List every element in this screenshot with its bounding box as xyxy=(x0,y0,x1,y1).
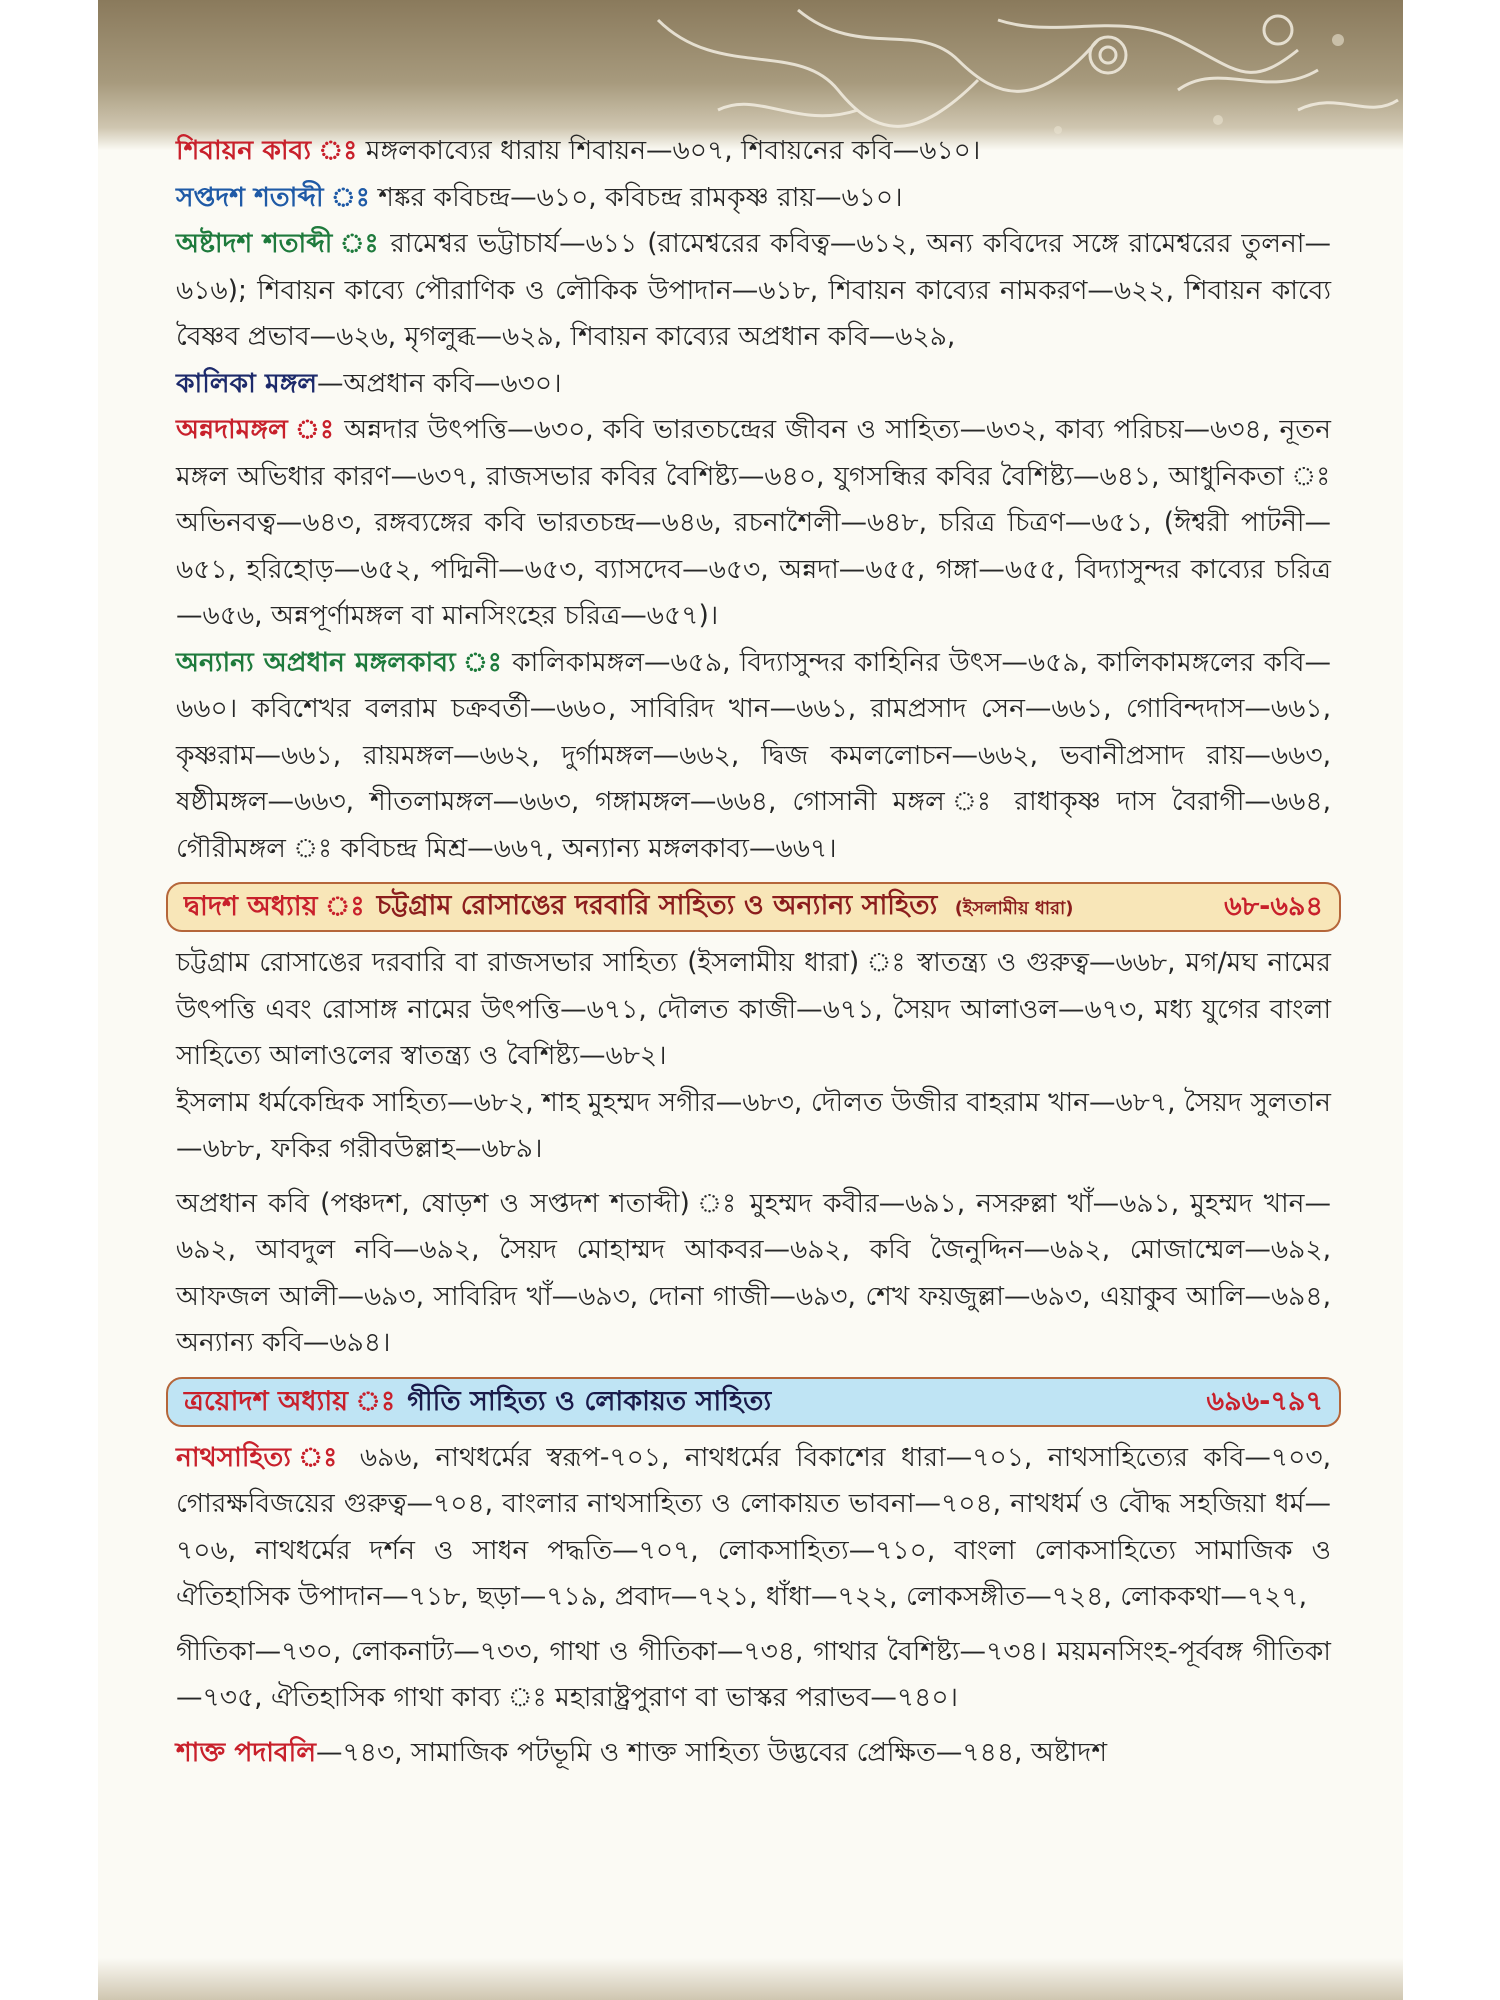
chapter-12-paragraph: অপ্রধান কবি (পঞ্চদশ, ষোড়শ ও সপ্তদশ শতাব্দী) ঃ মুহম্মদ কবীর—৬৯১, নসরুল্লা খাঁ—৬৯১, মুহম্মদ খান—৬৯২, আবদুল নবি—৬৯২, সৈয়দ মোহাম্মদ আকবর—৬৯২, কবি জৈনুদ্দিন—৬৯২, মোজাম্মেল—৬৯২, আফজল আলী—৬৯৩, সাবিরিদ খাঁ—৬৯৩, দোনা গাজী—৬৯৩, শেখ ফয়জুল্লা—৬৯৩, এয়াকুব আলি—৬৯৪, অন্যান্য কবি—৬৯৪। xyxy=(176,1187,1331,1358)
chapter-12-paragraph: ইসলাম ধর্মকেন্দ্রিক সাহিত্য—৬৮২, শাহ মুহম্মদ সগীর—৬৮৩, দৌলত উজীর বাহরাম খান—৬৮৭, সৈয়দ সুলতান—৬৮৮, ফকির গরীবউল্লাহ—৬৮৯। xyxy=(176,1086,1331,1164)
section-text: রামেশ্বর ভট্টাচার্য—৬১১ (রামেশ্বরের কবিত্ব—৬১২, অন্য কবিদের সঙ্গে রামেশ্বরের তুলনা—৬১৬); শিবায়ন কাব্যে পৌরাণিক ও লৌকিক উপাদান—৬১৮, শিবায়ন কাব্যের নামকরণ—৬২২, শিবায়ন কাব্যে বৈষ্ণব প্রভাব—৬২৬, মৃগলুব্ধ—৬২৯, শিবায়ন কাব্যের অপ্রধান কবি—৬২৯, xyxy=(176,228,1331,352)
chapter-page-range: ৬৮-৬৯৪ xyxy=(1224,891,1323,922)
chapter-12-banner xyxy=(166,882,1341,932)
gitika-entry: গীতিকা—৭৩০, লোকনাট্য—৭৩৩, গাথা ও গীতিকা—৭৩৪, গাথার বৈশিষ্ট্য—৭৩৪। ময়মনসিংহ-পূর্ববঙ্গ গীতিকা—৭৩৫, ঐতিহাসিক গাথা কাব্য ঃ মহারাষ্ট্রপুরাণ বা ভাস্কর পরাভব—৭৪০। xyxy=(176,1635,1331,1713)
chapter-label: দ্বাদশ অধ্যায় ঃ xyxy=(184,891,365,922)
section-heading: শিবায়ন কাব্য ঃ xyxy=(176,135,358,166)
anyanya-entry xyxy=(176,640,1331,873)
decorative-footer-pattern xyxy=(98,1958,1403,2000)
ashtadash-entry xyxy=(176,221,1331,361)
chapter-title xyxy=(377,883,1212,932)
section-text: কালিকামঙ্গল—৬৫৯, বিদ্যাসুন্দর কাহিনির উৎস—৬৫৯, কালিকামঙ্গলের কবি—৬৬০। কবিশেখর বলরাম চক্রবর্তী—৬৬০, সাবিরিদ খান—৬৬১, রামপ্রসাদ সেন—৬৬১, গোবিন্দদাস—৬৬১, কৃষ্ণরাম—৬৬১, রায়মঙ্গল—৬৬২, দুর্গামঙ্গল—৬৬২, দ্বিজ কমললোচন—৬৬২, ভবানীপ্রসাদ রায়—৬৬৩, ষষ্ঠীমঙ্গল—৬৬৩, শীতলামঙ্গল—৬৬৩, গঙ্গামঙ্গল—৬৬৪, গোসানী মঙ্গল ঃ রাধাকৃষ্ণ দাস বৈরাগী—৬৬৪, গৌরীমঙ্গল ঃ কবিচন্দ্র মিশ্র—৬৬৭, অন্যান্য মঙ্গলকাব্য—৬৬৭। xyxy=(176,646,1331,864)
section-text: —৭৪৩, সামাজিক পটভূমি ও শাক্ত সাহিত্য উদ্ভবের প্রেক্ষিত—৭৪৪, অষ্টাদশ xyxy=(316,1736,1107,1768)
nath-entry xyxy=(176,1435,1331,1621)
section-heading: অষ্টাদশ শতাব্দী ঃ xyxy=(176,228,381,259)
section-text: অন্নদার উৎপত্তি—৬৩০, কবি ভারতচন্দ্রের জীবন ও সাহিত্য—৬৩২, কাব্য পরিচয়—৬৩৪, নূতন মঙ্গল অভিধার কারণ—৬৩৭, রাজসভার কবির বৈশিষ্ট্য—৬৪০, যুগসন্ধির কবির বৈশিষ্ট্য—৬৪১, আধুনিকতা ঃ অভিনবত্ব—৬৪৩, রঙ্গব্যঙ্গের কবি ভারতচন্দ্র—৬৪৬, রচনাশৈলী—৬৪৮, চরিত্র চিত্রণ—৬৫১, (ঈশ্বরী পাটনী—৬৫১, হরিহোড়—৬৫২, পদ্মিনী—৬৫৩, ব্যাসদেব—৬৫৩, অন্নদা—৬৫৫, গঙ্গা—৬৫৫, বিদ্যাসুন্দর কাব্যের চরিত্র—৬৫৬, অন্নপূর্ণামঙ্গল বা মানসিংহের চরিত্র—৬৫৭)। xyxy=(176,414,1331,631)
annada-entry xyxy=(176,407,1331,640)
chapter-subtitle: (ইসলামীয় ধারা) xyxy=(954,897,1074,919)
chapter-title-text: চট্টগ্রাম রোসাঙের দরবারি সাহিত্য ও অন্যান্য সাহিত্য xyxy=(376,889,938,921)
kalika-entry xyxy=(176,361,1331,408)
section-heading: অন্যান্য অপ্রধান মঙ্গলকাব্য ঃ xyxy=(176,646,503,678)
section-heading: অন্নদামঙ্গল ঃ xyxy=(176,414,335,445)
chapter-title: গীতি সাহিত্য ও লোকায়ত সাহিত্য xyxy=(407,1385,772,1417)
saptadash-entry xyxy=(176,175,1331,222)
chapter-13-banner xyxy=(166,1377,1341,1427)
section-heading: নাথসাহিত্য ঃ xyxy=(176,1441,345,1473)
section-heading: সপ্তদশ শতাব্দী ঃ xyxy=(176,181,370,213)
index-content xyxy=(176,128,1331,1776)
section-heading: কালিকা মঙ্গল xyxy=(176,367,318,399)
chapter-12-paragraph: চট্টগ্রাম রোসাঙের দরবারি বা রাজসভার সাহিত্য (ইসলামীয় ধারা) ঃ স্বাতন্ত্র্য ও গুরুত্ব—৬৬৮, মগ/মঘ নামের উৎপত্তি এবং রোসাঙ্গ নামের উৎপত্তি—৬৭১, দৌলত কাজী—৬৭১, সৈয়দ আলাওল—৬৭৩, মধ্য যুগের বাংলা সাহিত্যে আলাওলের স্বাতন্ত্র্য ও বৈশিষ্ট্য—৬৮২। xyxy=(176,947,1331,1071)
section-text: —অপ্রধান কবি—৬৩০। xyxy=(317,367,562,399)
chapter-label: ত্রয়োদশ অধ্যায় ঃ xyxy=(184,1385,396,1417)
section-text: ৬৯৬, নাথধর্মের স্বরূপ-৭০১, নাথধর্মের বিকাশের ধারা—৭০১, নাথসাহিত্যের কবি—৭০৩, গোরক্ষবিজয়ের গুরুত্ব—৭০৪, বাংলার নাথসাহিত্য ও লোকায়ত ভাবনা—৭০৪, নাথধর্ম ও বৌদ্ধ সহজিয়া ধর্ম—৭০৬, নাথধর্মের দর্শন ও সাধন পদ্ধতি—৭০৭, লোকসাহিত্য—৭১০, বাংলা লোকসাহিত্যে সামাজিক ও ঐতিহাসিক উপাদান—৭১৮, ছড়া—৭১৯, প্রবাদ—৭২১, ধাঁধা—৭২২, লোকসঙ্গীত—৭২৪, লোককথা—৭২৭, xyxy=(176,1441,1331,1612)
book-page xyxy=(98,0,1403,2000)
section-text: শঙ্কর কবিচন্দ্র—৬১০, কবিচন্দ্র রামকৃষ্ণ রায়—৬১০। xyxy=(378,181,903,213)
shivayan-entry xyxy=(176,128,1331,175)
chapter-page-range: ৬৯৬-৭৯৭ xyxy=(1206,1385,1323,1417)
shakta-entry xyxy=(176,1730,1331,1777)
section-text: মঙ্গলকাব্যের ধারায় শিবায়ন—৬০৭, শিবায়নের কবি—৬১০। xyxy=(365,135,981,166)
section-heading: শাক্ত পদাবলি xyxy=(176,1736,317,1768)
